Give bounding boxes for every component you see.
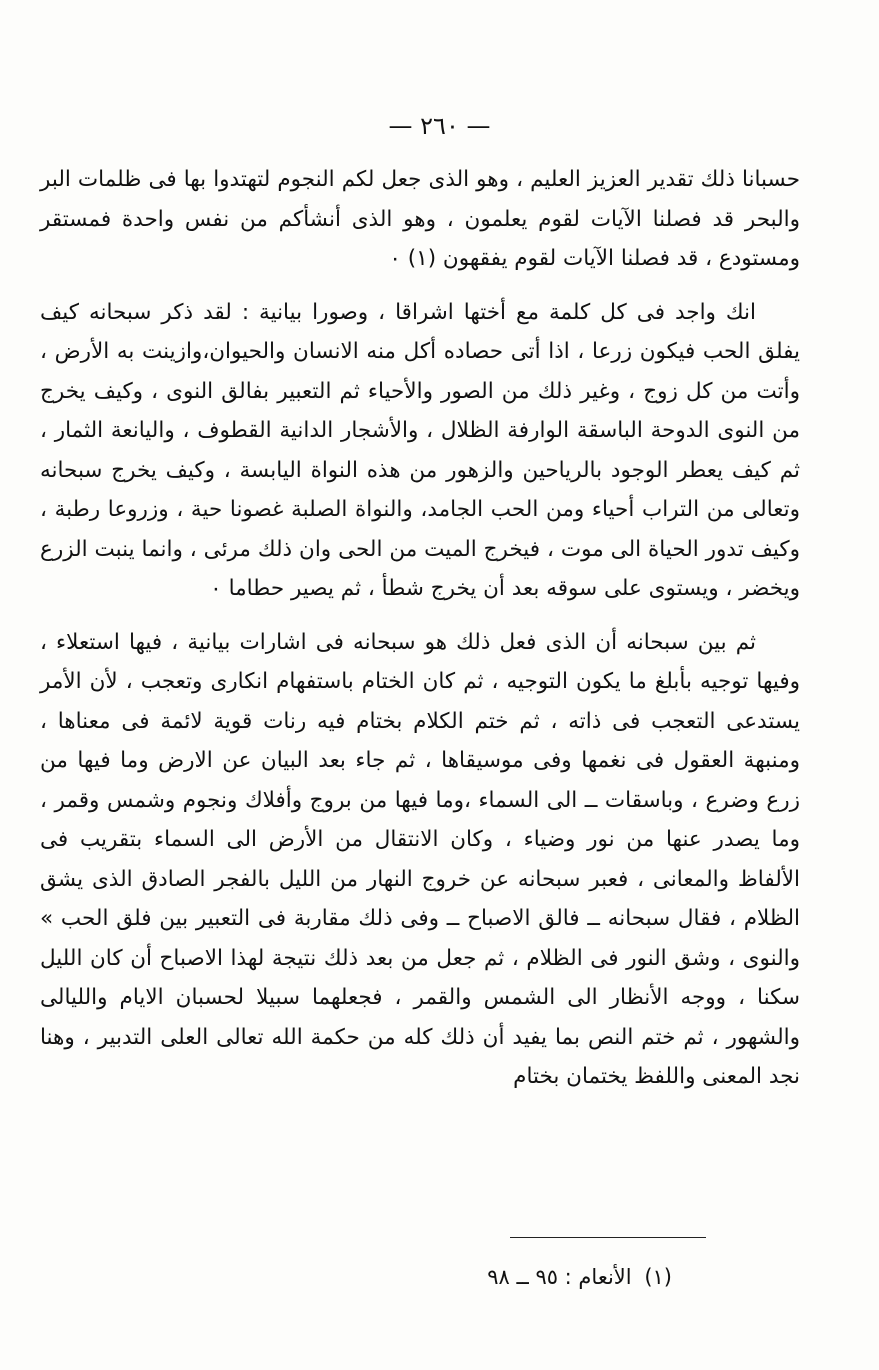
footnote-text: الأنعام : ٩٥ ــ ٩٨ [487,1265,632,1289]
page-body [40,160,800,1097]
page-number: — ٢٦٠ — [388,112,491,140]
paragraph-2: انك واجد فى كل كلمة مع أختها اشراقا ، وصورا بيانية : لقد ذكر سبحانه كيف يفلق الحب فيكون زرعا ، اذا أتى حصاده أكل منه الانسان والحيوان،وازينت به الأرض ، وأتت من كل زوج ، وغير ذلك من الصور والأحياء ثم التعبير بفالق النوى ، وكيف يخرج من النوى الدوحة الباسقة الوارفة الظلال ، والأشجار الدانية القطوف ، واليانعة الثمار ، ثم كيف يعطر الوجود بالرياحين والزهور من هذه النواة اليابسة ، وكيف يخرج سبحانه وتعالى من التراب أحياء ومن الحب الجامد، والنواة الصلبة غصونا حية ، وزروعا رطبة ، وكيف تدور الحياة الى موت ، فيخرج الميت من الحى وان ذلك مرئى ، وانما ينبت الزرع ويخضر ، ويستوى على سوقه بعد أن يخرج شطأ ، ثم يصير حطاما ٠ [40,299,800,601]
footnote-divider [510,1237,706,1238]
footnote [300,1262,672,1292]
footnote-marker: (١) [644,1265,672,1289]
paragraph-1: حسبانا ذلك تقدير العزيز العليم ، وهو الذى جعل لكم النجوم لتهتدوا بها فى ظلمات البر والبحر قد فصلنا الآيات لقوم يعلمون ، وهو الذى أنشأكم من نفس واحدة فمستقر ومستودع ، قد فصلنا الآيات لقوم يفقهون (١) ٠ [40,167,800,271]
paragraph-3: ثم بين سبحانه أن الذى فعل ذلك هو سبحانه فى اشارات بيانية ، فيها استعلاء ، وفيها توجيه بأبلغ ما يكون التوجيه ، ثم كان الختام باستفهام انكارى وتعجب ، لأن الأمر يستدعى التعجب فى ذاته ، ثم ختم الكلام بختام فيه رنات قوية لائمة فى معناها ، ومنبهة العقول فى نغمها وفى موسيقاها ، ثم جاء بعد البيان عن الارض وما فيها من زرع وضرع ، وباسقات ــ الى السماء ،وما فيها من بروج وأفلاك ونجوم وشمس وقمر ، وما يصدر عنها من نور وضياء ، وكان الانتقال من الأرض الى السماء بتقريب فى الألفاظ والمعانى ، فعبر سبحانه عن خروج النهار من الليل بالفجر الصادق الذى يشق الظلام ، فقال سبحانه ــ فالق الاصباح ــ وفى ذلك مقاربة فى التعبير بين فلق الحب » والنوى ، وشق النور فى الظلام ، ثم جعل من بعد ذلك نتيجة لهذا الاصباح أن كان الليل سكنا ، ووجه الأنظار الى الشمس والقمر ، فجعلهما سبيلا لحسبان الايام والليالى والشهور ، ثم ختم النص بما يفيد أن ذلك كله من حكمة الله تعالى العلى التدبير ، وهنا نجد المعنى واللفظ يختمان بختام [40,629,800,1089]
